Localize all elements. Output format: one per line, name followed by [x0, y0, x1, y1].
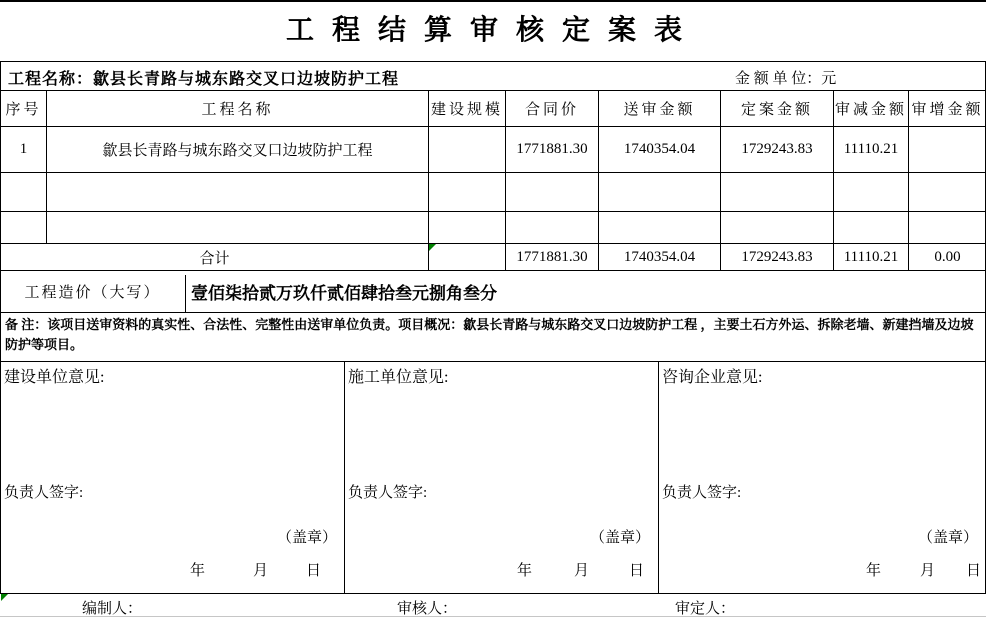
- table-row-3: [1, 212, 986, 244]
- cell-project-name[interactable]: 歙县长青路与城东路交叉口边坡防护工程: [47, 127, 429, 173]
- col-header-seq: 序号: [1, 91, 47, 127]
- date-day-label: 日: [629, 563, 645, 579]
- total-label-cell: 合计: [1, 244, 429, 271]
- empty-cell[interactable]: [1, 212, 47, 244]
- amount-unit-label: 金 额 单 位：元: [735, 71, 837, 87]
- cell-reduce-amount[interactable]: 11110.21: [834, 127, 909, 173]
- table-total-row: [1, 244, 986, 271]
- footer-row: [0, 593, 986, 617]
- signature-label: 负责人签字:: [4, 485, 84, 501]
- cell-review-amount[interactable]: 1740354.04: [599, 127, 721, 173]
- empty-cell[interactable]: [834, 173, 909, 212]
- section-divider: [658, 362, 659, 593]
- summary-table: [0, 90, 986, 271]
- date-day-label: 日: [966, 563, 982, 579]
- seal-label: （盖章）: [590, 530, 651, 546]
- date-year-label: 年: [517, 563, 533, 579]
- table-header-row: [1, 91, 986, 127]
- col-header-reduce-amount: 审减金额: [834, 91, 909, 127]
- col-header-project: 工程名称: [47, 91, 429, 127]
- col-header-scale: 建设规模: [429, 91, 506, 127]
- auditor-label: 审核人：: [397, 601, 458, 617]
- total-scale-cell[interactable]: [429, 244, 506, 271]
- seal-label: （盖章）: [277, 530, 338, 546]
- empty-cell[interactable]: [506, 173, 599, 212]
- approver-label: 审定人：: [675, 601, 736, 617]
- date-year-label: 年: [866, 563, 882, 579]
- empty-cell[interactable]: [429, 173, 506, 212]
- total-increase-cell[interactable]: 0.00: [909, 244, 986, 271]
- empty-cell[interactable]: [47, 212, 429, 244]
- project-name-label: 工程名称：歙县长青路与城东路交叉口边坡防护工程: [8, 71, 400, 88]
- form-title: 工程结算审核定案表: [285, 15, 700, 46]
- total-final-cell[interactable]: 1729243.83: [721, 244, 834, 271]
- remark-text: 备 注：该项目送审资料的真实性、合法性、完整性由送审单位负责。项目概况：歙县长青路与城东路交叉口边坡防护工程 ，主要土石方外运、拆除老墙、新建挡墙及边坡防护等项目。: [0, 312, 986, 362]
- top-border-rule: [0, 0, 986, 2]
- empty-cell[interactable]: [506, 212, 599, 244]
- cell-contract[interactable]: 1771881.30: [506, 127, 599, 173]
- cell-increase-amount[interactable]: [909, 127, 986, 173]
- seal-label: （盖章）: [918, 530, 979, 546]
- date-month-label: 月: [574, 563, 590, 579]
- consulting-firm-opinion-label: 咨询企业意见:: [662, 369, 763, 386]
- preparer-label: 编制人：: [82, 601, 143, 617]
- empty-cell[interactable]: [47, 173, 429, 212]
- total-review-cell[interactable]: 1740354.04: [599, 244, 721, 271]
- date-month-label: 月: [920, 563, 936, 579]
- empty-cell[interactable]: [1, 173, 47, 212]
- cell-seq[interactable]: 1: [1, 127, 47, 173]
- total-contract-cell[interactable]: 1771881.30: [506, 244, 599, 271]
- col-header-contract: 合同价: [506, 91, 599, 127]
- empty-cell[interactable]: [599, 212, 721, 244]
- table-row-2: [1, 173, 986, 212]
- empty-cell[interactable]: [721, 173, 834, 212]
- info-row: [0, 61, 986, 91]
- empty-cell[interactable]: [909, 173, 986, 212]
- empty-cell[interactable]: [834, 212, 909, 244]
- empty-cell[interactable]: [721, 212, 834, 244]
- empty-cell[interactable]: [599, 173, 721, 212]
- empty-cell[interactable]: [429, 212, 506, 244]
- amount-in-words-value[interactable]: 壹佰柒拾贰万玖仟贰佰肆拾叁元捌角叁分: [185, 275, 986, 312]
- signature-label: 负责人签字:: [662, 485, 742, 501]
- table-row-1: [1, 127, 986, 173]
- construction-unit-opinion-label: 建设单位意见:: [4, 369, 105, 386]
- date-month-label: 月: [253, 563, 269, 579]
- contractor-opinion-label: 施工单位意见:: [348, 369, 449, 386]
- error-indicator-icon: [1, 594, 8, 601]
- date-day-label: 日: [306, 563, 322, 579]
- amount-in-words-label: 工程造价（大写）: [24, 285, 161, 301]
- col-header-final-amount: 定案金额: [721, 91, 834, 127]
- col-header-increase-amount: 审增金额: [909, 91, 986, 127]
- date-year-label: 年: [190, 563, 206, 579]
- error-indicator-icon: [429, 244, 436, 251]
- col-header-review-amount: 送审金额: [599, 91, 721, 127]
- amount-in-words-row: [0, 275, 986, 313]
- cell-scale[interactable]: [429, 127, 506, 173]
- section-divider: [344, 362, 345, 593]
- cell-final-amount[interactable]: 1729243.83: [721, 127, 834, 173]
- total-reduce-cell[interactable]: 11110.21: [834, 244, 909, 271]
- signature-label: 负责人签字:: [348, 485, 428, 501]
- empty-cell[interactable]: [909, 212, 986, 244]
